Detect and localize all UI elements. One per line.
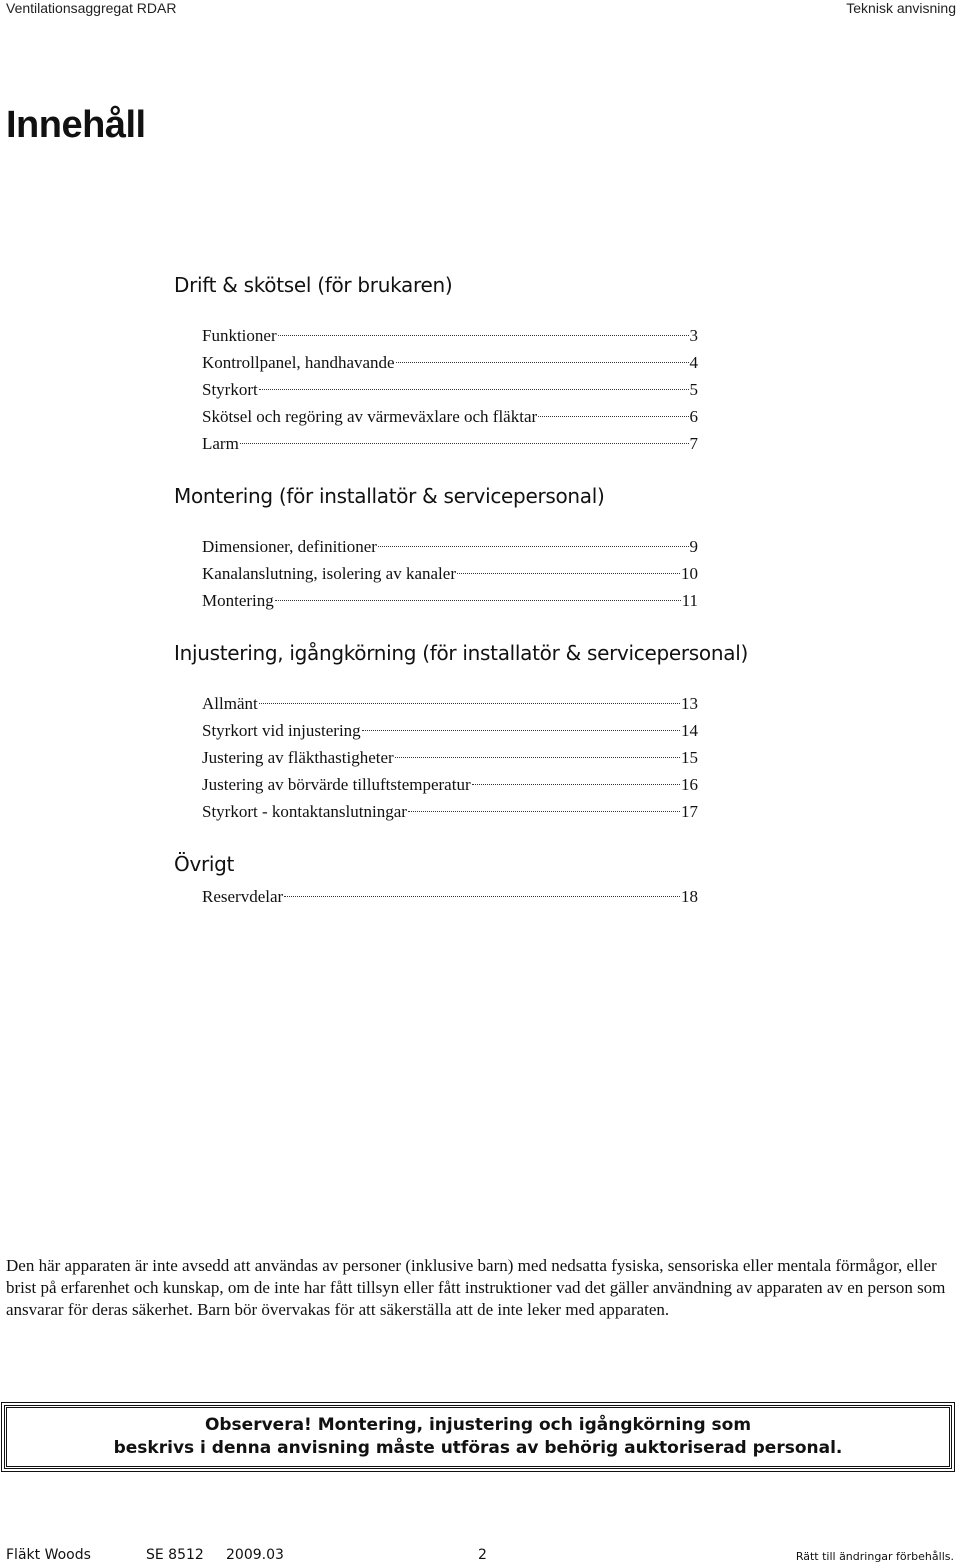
toc-entry-label: Kanalanslutning, isolering av kanaler <box>202 564 456 583</box>
dot-leader <box>259 389 689 390</box>
toc-entry[interactable] <box>202 587 698 614</box>
toc-entry[interactable] <box>202 771 698 798</box>
warning-line-1: Observera! Montering, injustering och igångkörning som <box>204 1415 752 1435</box>
toc-entry[interactable] <box>202 560 698 587</box>
toc-entry-label: Dimensioner, definitioner <box>202 537 377 556</box>
toc-entry-label: Funktioner <box>202 326 277 345</box>
toc-section-heading: Övrigt <box>174 852 235 876</box>
toc-entry-label: Allmänt <box>202 694 258 713</box>
toc-entry[interactable] <box>202 744 698 771</box>
toc-entry-page: 3 <box>689 326 698 345</box>
toc-entry-page: 11 <box>681 591 698 610</box>
toc-section-heading: Montering (för installatör & servicepersonal) <box>174 484 605 508</box>
toc-entry[interactable] <box>202 690 698 717</box>
toc-entry-page: 6 <box>689 407 698 426</box>
dot-leader <box>408 811 680 812</box>
dot-leader <box>472 784 680 785</box>
dot-leader <box>378 546 689 547</box>
toc-entry[interactable] <box>202 533 698 560</box>
toc-entry-page: 7 <box>689 434 698 453</box>
toc-entry-page: 5 <box>689 380 698 399</box>
toc-entry-label: Montering <box>202 591 274 610</box>
toc-entry-label: Reservdelar <box>202 887 284 906</box>
toc-entry[interactable] <box>202 376 698 403</box>
warning-box <box>4 1405 952 1469</box>
toc-entry-page: 13 <box>681 694 698 713</box>
page-title: Innehåll <box>6 104 146 146</box>
toc-section-heading: Injustering, igångkörning (för installatör & servicepersonal) <box>174 641 748 665</box>
dot-leader <box>275 600 681 601</box>
toc-entry-label: Justering av fläkthastigheter <box>202 748 394 767</box>
dot-leader <box>278 335 689 336</box>
toc-entry[interactable] <box>202 430 698 457</box>
dot-leader <box>538 416 688 417</box>
toc-entry-label: Larm <box>202 434 239 453</box>
dot-leader <box>362 730 680 731</box>
toc-entry[interactable] <box>202 798 698 825</box>
toc-entry[interactable] <box>202 717 698 744</box>
footer-doc-code: SE 8512 <box>146 1547 204 1563</box>
toc-entry[interactable] <box>202 322 698 349</box>
toc-section-heading: Drift & skötsel (för brukaren) <box>174 273 453 297</box>
footer-page-number: 2 <box>478 1547 487 1563</box>
toc-entry[interactable] <box>202 403 698 430</box>
toc-entry-label: Kontrollpanel, handhavande <box>202 353 395 372</box>
toc-section-entries <box>202 322 698 457</box>
warning-line-2: beskrivs i denna anvisning måste utföras av behörig auktoriserad personal. <box>113 1438 843 1458</box>
toc-section-entries <box>202 690 698 825</box>
toc-entry-page: 15 <box>681 748 698 767</box>
safety-notice: Den här apparaten är inte avsedd att användas av personer (inklusive barn) med nedsatta fysiska, sensoriska eller mentala förmågor, eller brist på erfarenhet och kunskap, om de inte har fått tillsyn eller fått instruktioner vad det gäller användning av apparaten av en person som ansvarar för deras säkerhet. Barn bör övervakas för att säkerställa att de inte leker med apparaten. <box>6 1256 946 1319</box>
toc-section-entries <box>202 533 698 614</box>
dot-leader <box>457 573 680 574</box>
dot-leader <box>396 362 689 363</box>
toc-entry-page: 17 <box>681 802 698 821</box>
toc-entry-page: 9 <box>689 537 698 556</box>
toc-entry-label: Styrkort vid injustering <box>202 721 361 740</box>
dot-leader <box>395 757 680 758</box>
toc-entry-page: 18 <box>681 887 698 906</box>
toc-entry-label: Justering av börvärde tilluftstemperatur <box>202 775 471 794</box>
toc-entry-label: Styrkort <box>202 380 258 399</box>
footer-rights: Rätt till ändringar förbehålls. <box>795 1550 954 1563</box>
toc-section-entries <box>202 883 698 910</box>
dot-leader <box>240 443 689 444</box>
toc-entry[interactable] <box>202 349 698 376</box>
dot-leader <box>284 896 680 897</box>
toc-entry[interactable] <box>202 883 698 910</box>
header-document-type: Teknisk anvisning <box>846 0 956 16</box>
footer-date: 2009.03 <box>226 1547 284 1563</box>
table-of-contents <box>174 272 794 910</box>
toc-entry-page: 4 <box>689 353 698 372</box>
toc-entry-label: Skötsel och regöring av värmeväxlare och fläktar <box>202 407 538 426</box>
toc-entry-page: 16 <box>681 775 698 794</box>
toc-entry-page: 14 <box>681 721 698 740</box>
toc-entry-label: Styrkort - kontaktanslutningar <box>202 802 407 821</box>
dot-leader <box>259 703 680 704</box>
toc-entry-page: 10 <box>681 564 698 583</box>
footer-brand: Fläkt Woods <box>6 1547 91 1563</box>
header-document-name: Ventilationsaggregat RDAR <box>6 0 177 16</box>
